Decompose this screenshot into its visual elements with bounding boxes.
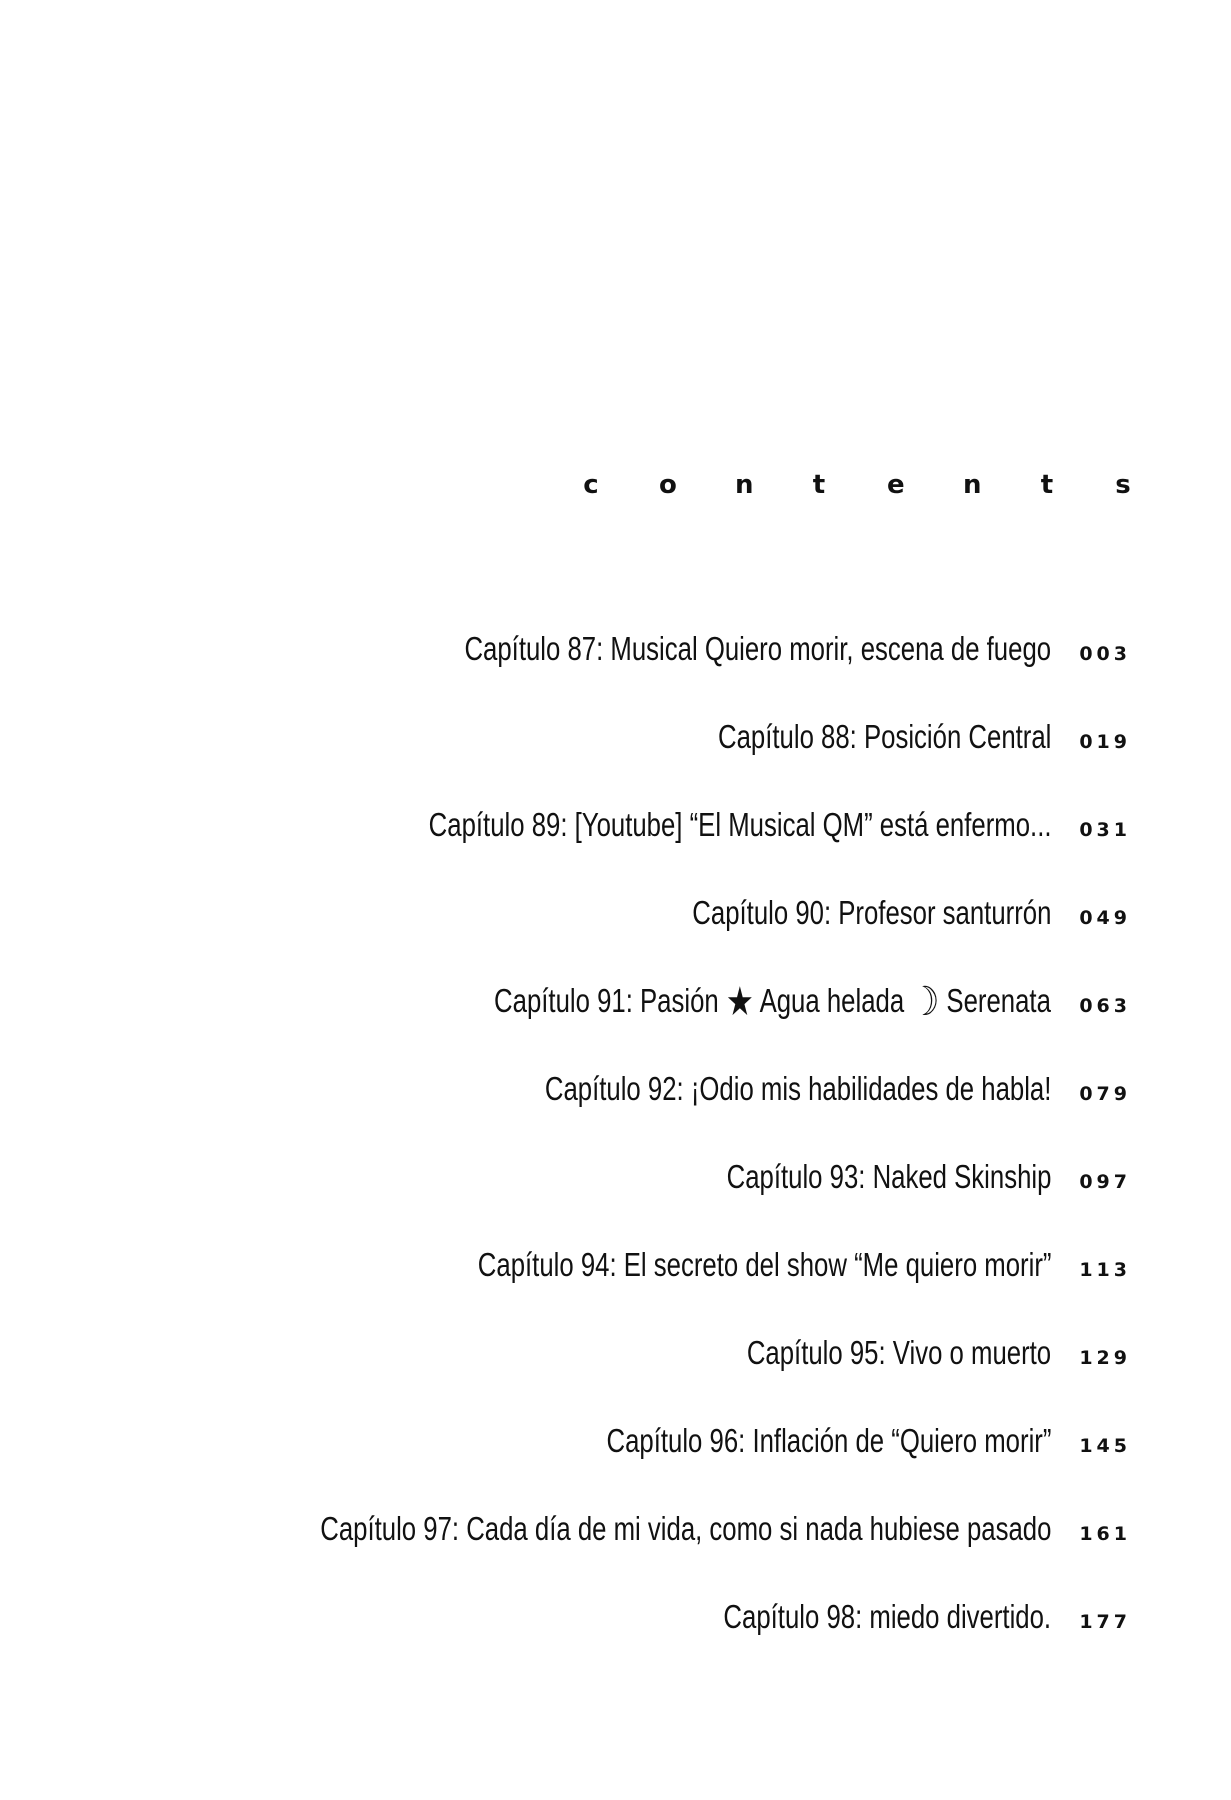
toc-entry-page: 019 (1079, 731, 1131, 753)
toc-title-part: Agua helada (753, 982, 912, 1019)
toc-entry-page: 161 (1079, 1523, 1131, 1545)
toc-entry-95 (101, 1334, 1131, 1422)
toc-entry-title: Capítulo 88: Posición Central (717, 718, 1051, 755)
toc-list (101, 630, 1131, 1686)
toc-title-part: Serenata (939, 982, 1051, 1019)
heading-letter: o (659, 470, 677, 500)
toc-entry-title: Capítulo 95: Vivo o muerto (746, 1334, 1051, 1371)
crescent-moon-icon: ☽ (911, 980, 940, 1024)
heading-letter: n (963, 470, 982, 500)
toc-entry-title: Capítulo 93: Naked Skinship (726, 1158, 1051, 1195)
toc-entry-title: Capítulo 94: El secreto del show “Me quiero morir” (477, 1246, 1051, 1283)
toc-entry-page: 177 (1079, 1611, 1131, 1633)
toc-entry-page: 097 (1079, 1171, 1131, 1193)
toc-entry-page: 145 (1079, 1435, 1131, 1457)
heading-letter: e (887, 470, 905, 500)
toc-entry-89 (101, 806, 1131, 894)
toc-entry-93 (101, 1158, 1131, 1246)
toc-entry-title: Capítulo 98: miedo divertido. (723, 1598, 1051, 1635)
toc-entry-87 (101, 630, 1131, 718)
toc-entry-page: 129 (1079, 1347, 1131, 1369)
contents-heading (583, 470, 1131, 500)
toc-entry-88 (101, 718, 1131, 806)
heading-letter: t (812, 470, 826, 500)
toc-entry-91 (101, 982, 1131, 1070)
toc-entry-page: 031 (1079, 819, 1131, 841)
toc-entry-title: Capítulo 96: Inflación de “Quiero morir” (606, 1422, 1051, 1459)
toc-entry-94 (101, 1246, 1131, 1334)
toc-entry-97 (101, 1510, 1131, 1598)
star-icon: ★ (725, 980, 754, 1024)
heading-letter: n (735, 470, 754, 500)
toc-entry-title: Capítulo 92: ¡Odio mis habilidades de habla! (544, 1070, 1051, 1107)
toc-title-part: Capítulo 91: Pasión (494, 982, 726, 1019)
toc-entry-title (494, 982, 1051, 1022)
toc-entry-page: 113 (1079, 1259, 1131, 1281)
toc-entry-page: 063 (1079, 995, 1131, 1017)
toc-entry-98 (101, 1598, 1131, 1686)
toc-entry-96 (101, 1422, 1131, 1510)
toc-entry-page: 079 (1079, 1083, 1131, 1105)
heading-letter: c (583, 470, 599, 500)
toc-entry-page: 049 (1079, 907, 1131, 929)
toc-entry-title: Capítulo 97: Cada día de mi vida, como si nada hubiese pasado (319, 1510, 1051, 1547)
toc-entry-title: Capítulo 90: Profesor santurrón (691, 894, 1051, 931)
heading-letter: s (1115, 470, 1131, 500)
toc-entry-page: 003 (1079, 643, 1131, 665)
toc-entry-title: Capítulo 89: [Youtube] “El Musical QM” está enfermo... (428, 806, 1051, 843)
toc-entry-92 (101, 1070, 1131, 1158)
toc-entry-90 (101, 894, 1131, 982)
toc-entry-title: Capítulo 87: Musical Quiero morir, escena de fuego (464, 630, 1051, 667)
heading-letter: t (1040, 470, 1054, 500)
